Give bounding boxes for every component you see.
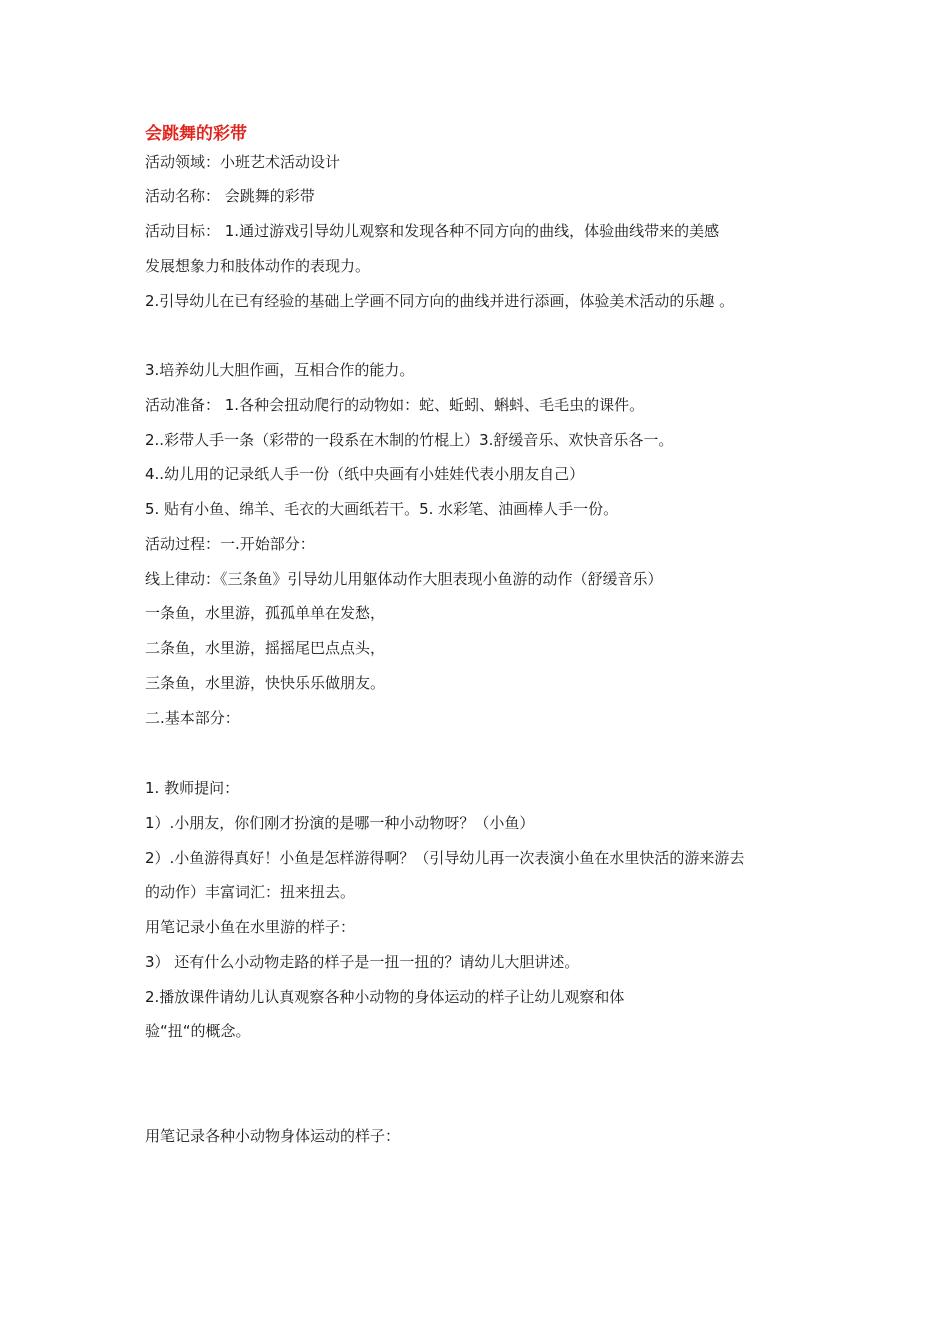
question-2: 2）.小鱼游得真好！小鱼是怎样游得啊？（引导幼儿再一次表演小鱼在水里快活的游来游去 <box>145 849 745 867</box>
activity-goal-1-cont: 发展想象力和肢体动作的表现力。 <box>145 257 371 275</box>
activity-prep-4: 4..幼儿用的记录纸人手一份（纸中央画有小娃娃代表小朋友自己） <box>145 465 585 483</box>
activity-prep-1: 活动准备： 1.各种会扭动爬行的动物如：蛇、蚯蚓、蝌蚪、毛毛虫的课件。 <box>145 396 645 414</box>
process-heading: 活动过程：一.开始部分： <box>145 535 315 553</box>
courseware-step: 2.播放课件请幼儿认真观察各种小动物的身体运动的样子让幼儿观察和体 <box>145 988 625 1006</box>
activity-domain: 活动领域：小班艺术活动设计 <box>145 153 341 171</box>
question-3: 3） 还有什么小动物走路的样子是一扭一扭的？请幼儿大胆讲述。 <box>145 953 580 971</box>
record-fish: 用笔记录小鱼在水里游的样子： <box>145 918 356 936</box>
activity-name: 活动名称： 会跳舞的彩带 <box>145 187 315 205</box>
activity-prep-5: 5. 贴有小鱼、绵羊、毛衣的大画纸若干。5. 水彩笔、油画棒人手一份。 <box>145 500 619 518</box>
basic-section-heading: 二.基本部分： <box>145 709 240 727</box>
rhyme-line-3: 三条鱼，水里游，快快乐乐做朋友。 <box>145 674 386 692</box>
rhythm-intro: 线上律动：《三条鱼》引导幼儿用躯体动作大胆表现小鱼游的动作（舒缓音乐） <box>145 570 663 588</box>
record-animals: 用笔记录各种小动物身体运动的样子： <box>145 1127 401 1145</box>
activity-goal-2: 2.引导幼儿在已有经验的基础上学画不同方向的曲线并进行添画，体验美术活动的乐趣 。 <box>145 292 735 310</box>
question-1: 1）.小朋友，你们刚才扮演的是哪一种小动物呀？（小鱼） <box>145 814 535 832</box>
teacher-question-heading: 1. 教师提问： <box>145 779 240 797</box>
activity-goal-1: 活动目标： 1.通过游戏引导幼儿观察和发现各种不同方向的曲线，体验曲线带来的美感 <box>145 222 720 240</box>
activity-prep-2: 2..彩带人手一条（彩带的一段系在木制的竹棍上）3.舒缓音乐、欢快音乐各一。 <box>145 431 674 449</box>
activity-goal-3: 3.培养幼儿大胆作画，互相合作的能力。 <box>145 361 415 379</box>
courseware-step-cont: 验“扭“的概念。 <box>145 1022 251 1040</box>
rhyme-line-2: 二条鱼，水里游，摇摇尾巴点点头， <box>145 639 386 657</box>
document-title: 会跳舞的彩带 <box>145 124 247 144</box>
rhyme-line-1: 一条鱼，水里游，孤孤单单在发愁， <box>145 604 386 622</box>
question-2-cont: 的动作）丰富词汇：扭来扭去。 <box>145 883 356 901</box>
